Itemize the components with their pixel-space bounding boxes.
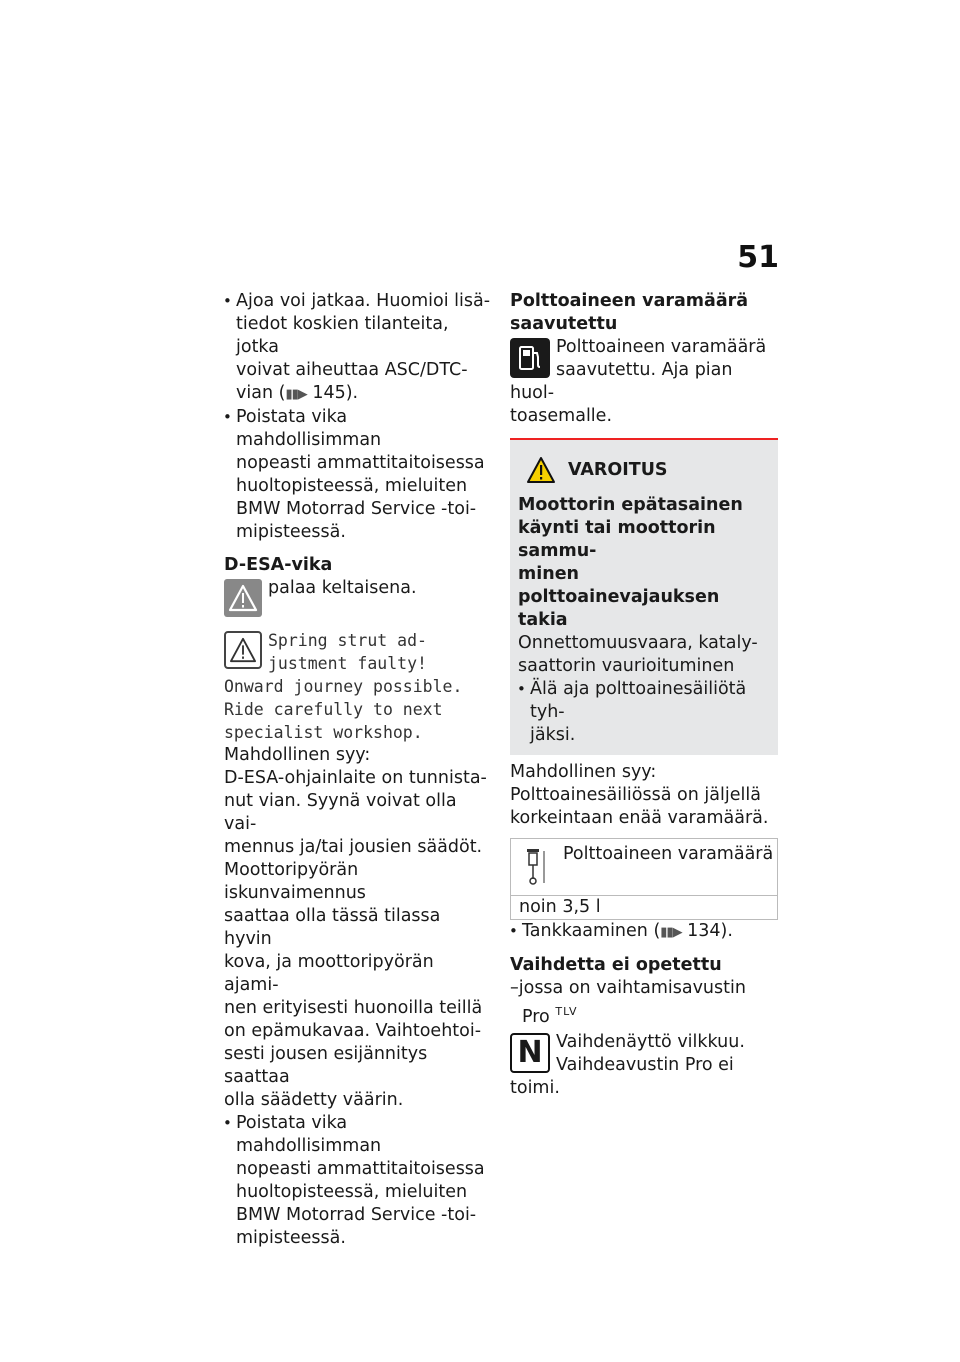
text-line: D-ESA-ohjainlaite on tunnista- bbox=[224, 768, 487, 788]
general-warning-light-icon bbox=[224, 579, 262, 617]
text-line: Moottoripyörän iskunvaimennus bbox=[224, 860, 366, 903]
indicator-row bbox=[510, 1031, 778, 1100]
right-column bbox=[510, 290, 778, 1100]
text-line: nopeasti ammattitaitoisessa bbox=[236, 453, 485, 473]
warning-title: VAROITUS bbox=[568, 460, 668, 480]
text-line: korkeintaan enää varamäärä. bbox=[510, 808, 769, 828]
pro-text: Pro bbox=[522, 1006, 550, 1027]
text-line: on epämukavaa. Vaihtoehtoi- bbox=[224, 1021, 482, 1041]
text-line: • Poistata vika mahdollisimman bbox=[236, 1113, 382, 1156]
display-message bbox=[224, 629, 492, 675]
text-line: –jossa on vaihtamisavustin bbox=[510, 978, 746, 998]
text-line: Vaihdenäyttö vilkkuu. bbox=[556, 1031, 745, 1052]
text-line: Vaihdeavustin Pro ei toimi. bbox=[510, 1054, 734, 1098]
text-line: BMW Motorrad Service -toi- bbox=[236, 499, 477, 519]
text-line: nut vian. Syynä voivat olla vai- bbox=[224, 791, 457, 834]
text-line bbox=[236, 382, 492, 406]
text-line: • Älä aja polttoainesäiliötä tyh- bbox=[530, 679, 747, 722]
warning-triangle-icon bbox=[526, 456, 556, 484]
cause-text bbox=[224, 767, 492, 1112]
page-ref: 145). bbox=[312, 383, 359, 403]
text-line: voivat aiheuttaa ASC/DTC- bbox=[236, 360, 468, 380]
indicator-row bbox=[510, 336, 778, 405]
list-item bbox=[224, 1112, 492, 1250]
fuel-pump-icon bbox=[510, 338, 550, 378]
display-text-line: justment faulty! bbox=[268, 654, 427, 673]
text-line: saattorin vaurioituminen bbox=[518, 656, 735, 676]
text-line: saavutettu. Aja pian huol- bbox=[510, 360, 733, 403]
text-line: toasemalle. bbox=[510, 406, 613, 426]
text-line: tiedot koskien tilanteita, jotka bbox=[236, 314, 449, 357]
text-line: nopeasti ammattitaitoisessa bbox=[236, 1159, 485, 1179]
text-line: mipisteessä. bbox=[236, 522, 346, 542]
warning-heading-line: minen polttoainevajauksen bbox=[518, 564, 720, 607]
display-text-line: Onward journey possible. bbox=[224, 677, 463, 696]
display-text-line: specialist workshop. bbox=[224, 723, 423, 742]
text-line: huoltopisteessä, mieluiten bbox=[236, 476, 468, 496]
indicator-row bbox=[224, 577, 492, 619]
section-heading: D-ESA-vika bbox=[224, 555, 333, 575]
ref-text: vian ( bbox=[236, 383, 286, 403]
text-line: mennus ja/tai jousien säädöt. bbox=[224, 837, 483, 857]
warning-heading-line: takia bbox=[518, 610, 568, 630]
text-line: • Ajoa voi jatkaa. Huomioi lisä- bbox=[236, 291, 491, 311]
text-line: Polttoaineen varamäärä bbox=[556, 337, 767, 357]
warning-box bbox=[510, 438, 778, 755]
section-heading: Vaihdetta ei opetettu bbox=[510, 955, 722, 975]
text-line: jäksi. bbox=[530, 725, 576, 745]
spec-label: Polttoaineen varamäärä bbox=[563, 844, 774, 864]
warning-heading-line: Moottorin epätasainen bbox=[518, 495, 743, 515]
text-line: Onnettomuusvaara, kataly- bbox=[518, 633, 758, 653]
text-line: kova, ja moottoripyörän ajami- bbox=[224, 952, 434, 995]
warning-header bbox=[526, 456, 770, 484]
text-line: Polttoainesäiliössä on jäljellä bbox=[510, 785, 761, 805]
left-column bbox=[224, 290, 492, 1250]
fuel-gauge-icon bbox=[525, 847, 547, 887]
page-ref-arrow-icon: ▮▮▶ bbox=[660, 925, 682, 940]
ref-text: Tankkaaminen ( bbox=[522, 921, 661, 941]
cause-label: Mahdollinen syy: bbox=[510, 762, 657, 782]
option-code: TLV bbox=[555, 1005, 578, 1018]
spec-table bbox=[510, 838, 778, 920]
spec-row-header bbox=[511, 839, 777, 896]
text-line: olla säädetty väärin. bbox=[224, 1090, 404, 1110]
spec-value: noin 3,5 l bbox=[519, 897, 601, 917]
page-ref: 134). bbox=[687, 921, 733, 941]
text-line: nen erityisesti huonoilla teillä bbox=[224, 998, 483, 1018]
text-line: mipisteessä. bbox=[236, 1228, 346, 1248]
section-heading: Polttoaineen varamäärä bbox=[510, 291, 749, 311]
text-line: • Poistata vika mahdollisimman bbox=[236, 407, 382, 450]
warning-heading-line: käynti tai moottorin sammu- bbox=[518, 518, 716, 561]
display-text-line: Ride carefully to next bbox=[224, 700, 443, 719]
text-line bbox=[510, 1000, 778, 1029]
list-item bbox=[224, 290, 492, 406]
text-line: saattaa olla tässä tilassa hyvin bbox=[224, 906, 441, 949]
text-line: BMW Motorrad Service -toi- bbox=[236, 1205, 477, 1225]
text-line: sesti jousen esijännitys saattaa bbox=[224, 1044, 428, 1087]
neutral-gear-icon: N bbox=[510, 1033, 550, 1073]
section-heading: saavutettu bbox=[510, 314, 618, 334]
text-line: huoltopisteessä, mieluiten bbox=[236, 1182, 468, 1202]
list-item bbox=[518, 678, 770, 747]
page-ref-arrow-icon: ▮▮▶ bbox=[285, 387, 307, 402]
cause-label: Mahdollinen syy: bbox=[224, 745, 371, 765]
warning-triangle-icon bbox=[224, 631, 262, 669]
display-text-line: Spring strut ad- bbox=[268, 631, 427, 650]
list-item bbox=[224, 406, 492, 544]
list-item bbox=[510, 920, 778, 944]
indicator-text: palaa keltaisena. bbox=[268, 578, 417, 598]
page-number: 51 bbox=[737, 240, 779, 275]
